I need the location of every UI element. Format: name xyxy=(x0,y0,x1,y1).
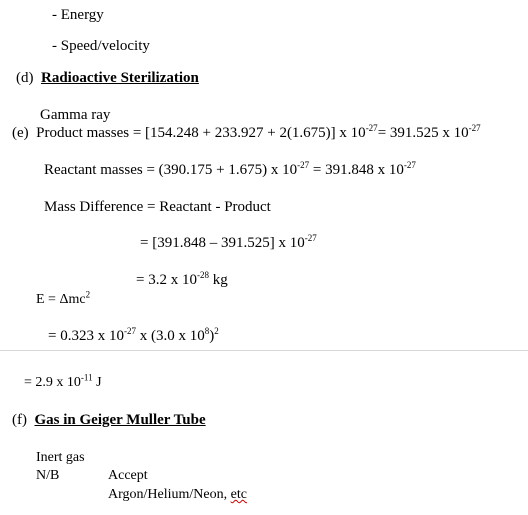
energy-result xyxy=(24,372,102,390)
mass-difference-result-exponent: -28 xyxy=(196,270,209,280)
energy-result-exponent: -11 xyxy=(80,372,93,383)
accept-list-text: Argon/Helium/Neon, xyxy=(108,487,231,502)
mass-difference-result xyxy=(136,270,228,288)
etc-text: etc xyxy=(230,487,247,502)
mass-difference-calc xyxy=(140,233,317,251)
energy-calc-text: = 0.323 x 10 xyxy=(48,328,124,344)
part-d-label: (d) xyxy=(16,70,34,86)
reactant-masses-line xyxy=(44,160,416,178)
emc2-exponent: 2 xyxy=(85,289,91,300)
mass-difference-text: = [391.848 – 391.525] x 10 xyxy=(140,235,305,251)
product-masses-line xyxy=(12,123,481,141)
reactant-exponent: -27 xyxy=(297,160,310,170)
energy-unit: J xyxy=(92,375,102,390)
mass-difference-label: Mass Difference = Reactant - Product xyxy=(44,199,271,215)
accept-list xyxy=(108,488,247,502)
part-d-heading xyxy=(16,71,199,86)
part-f-answer: Inert gas xyxy=(36,450,85,465)
reactant-result-exponent: -27 xyxy=(403,160,416,170)
part-d-answer: Gamma ray xyxy=(40,107,111,123)
reactant-masses-text: Reactant masses = (390.175 + 1.675) x 10 xyxy=(44,162,298,178)
part-f-title: Gas in Geiger Muller Tube xyxy=(34,412,206,428)
emc2-text: E = Δmc xyxy=(36,292,86,307)
mass-difference-result-text: = 3.2 x 10 xyxy=(136,272,197,288)
part-f-label: (f) xyxy=(12,412,27,428)
part-e-label: (e) xyxy=(12,125,29,141)
energy-calc-exponent-3: 2 xyxy=(214,326,219,336)
reactant-result-text: = 391.848 x 10 xyxy=(312,162,404,178)
mass-difference-exponent: -27 xyxy=(304,233,317,243)
mass-unit: kg xyxy=(208,272,228,288)
energy-calc-close: ) xyxy=(209,328,215,344)
page-divider xyxy=(0,350,528,351)
product-exponent: -27 xyxy=(365,123,378,133)
energy-result-text: = 2.9 x 10 xyxy=(24,375,81,390)
energy-calc-exponent-2: 8 xyxy=(204,326,210,336)
part-d-title: Radioactive Sterilization xyxy=(41,70,199,86)
accept-label: Accept xyxy=(108,468,148,483)
bullet-energy: - Energy xyxy=(52,7,104,23)
part-f-heading xyxy=(12,413,206,428)
energy-calc-mid: x (3.0 x 10 xyxy=(135,328,205,344)
energy-calculation xyxy=(48,326,219,344)
product-masses-text: Product masses = [154.248 + 233.927 + 2(1.675)] x 10 xyxy=(36,125,366,141)
nb-label: N/B xyxy=(36,468,60,483)
bullet-speed: - Speed/velocity xyxy=(52,38,150,54)
product-result-exponent: -27 xyxy=(468,123,481,133)
product-result-text: = 391.525 x 10 xyxy=(377,125,469,141)
emc2-formula xyxy=(36,289,91,307)
energy-calc-exponent: -27 xyxy=(123,326,136,336)
